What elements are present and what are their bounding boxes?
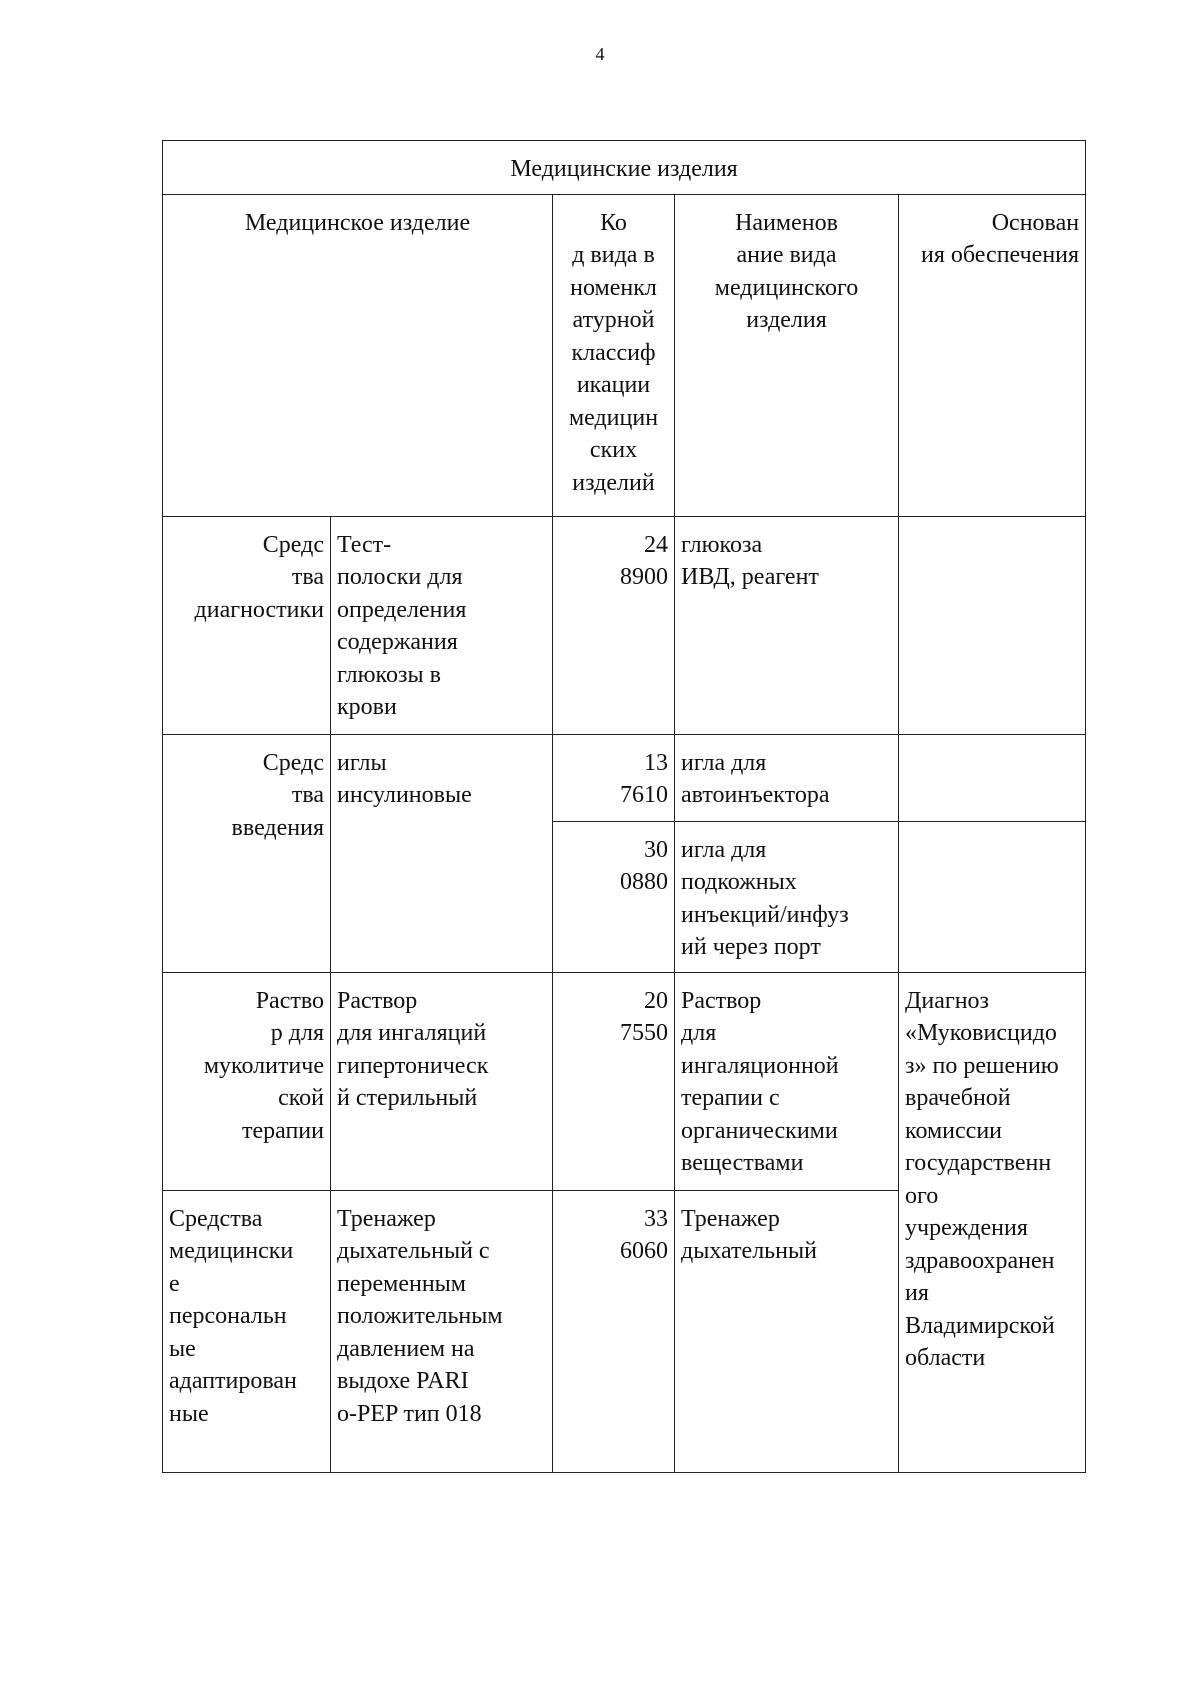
row-name: глюкоза ИВД, реагент bbox=[675, 516, 899, 734]
table-row bbox=[163, 734, 1086, 821]
row-category: Средс тва введения bbox=[163, 734, 331, 972]
row-code: 20 7550 bbox=[553, 972, 675, 1190]
row-device: иглы инсулиновые bbox=[331, 734, 553, 972]
row-basis-empty bbox=[899, 821, 1086, 972]
row-code: 30 0880 bbox=[553, 821, 675, 972]
page-number: 4 bbox=[595, 44, 605, 64]
table-row bbox=[163, 516, 1086, 734]
row-category: Раство р для муколитиче ской терапии bbox=[163, 972, 331, 1190]
table-row bbox=[163, 972, 1086, 1190]
table-header-row bbox=[163, 194, 1086, 516]
medical-devices-table bbox=[162, 140, 1086, 1473]
row-device: Тест- полоски для определения содержания глюкозы в крови bbox=[331, 516, 553, 734]
row-code: 33 6060 bbox=[553, 1190, 675, 1472]
row-name: Тренажер дыхательный bbox=[675, 1190, 899, 1472]
header-name: Наименов ание вида медицинского изделия bbox=[675, 194, 899, 516]
row-device: Раствор для ингаляций гипертоническ й стерильный bbox=[331, 972, 553, 1190]
table-title: Медицинские изделия bbox=[163, 141, 1086, 195]
header-device: Медицинское изделие bbox=[163, 194, 553, 516]
row-basis: Диагноз «Муковисцидо з» по решению врачебной комиссии государственн ого учреждения здравоохранен ия Владимирской области bbox=[899, 972, 1086, 1472]
row-basis-empty bbox=[899, 516, 1086, 734]
row-basis-empty bbox=[899, 734, 1086, 821]
table-title-row bbox=[163, 141, 1086, 195]
row-name: Раствор для ингаляционной терапии с органическими веществами bbox=[675, 972, 899, 1190]
row-category: Средс тва диагностики bbox=[163, 516, 331, 734]
row-code: 13 7610 bbox=[553, 734, 675, 821]
header-code: Ко д вида в номенкл атурной классиф икации медицин ских изделий bbox=[553, 194, 675, 516]
row-name: игла для подкожных инъекций/инфуз ий через порт bbox=[675, 821, 899, 972]
row-code: 24 8900 bbox=[553, 516, 675, 734]
row-name: игла для автоинъектора bbox=[675, 734, 899, 821]
row-device: Тренажер дыхательный с переменным положительным давлением на выдохе PARI о-PEP тип 018 bbox=[331, 1190, 553, 1472]
header-basis: Основан ия обеспечения bbox=[899, 194, 1086, 516]
row-category: Средства медицински е персональн ые адаптирован ные bbox=[163, 1190, 331, 1472]
